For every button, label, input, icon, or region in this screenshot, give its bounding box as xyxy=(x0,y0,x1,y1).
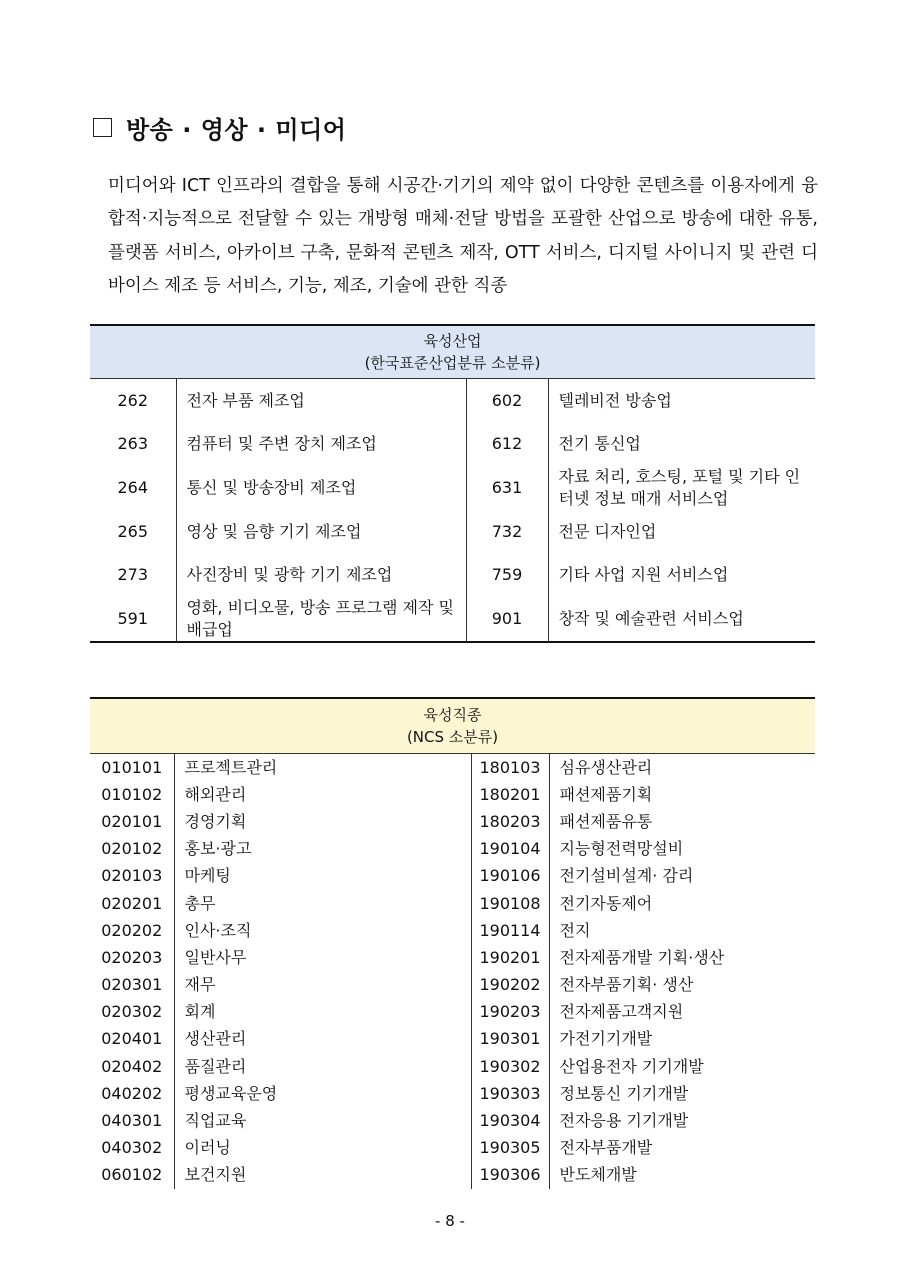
table-row xyxy=(90,1107,815,1134)
row-code: 180203 xyxy=(479,811,541,831)
row-name: 전자제품고객지원 xyxy=(549,999,815,1026)
row-code: 180201 xyxy=(479,784,541,804)
row-name: 경영기획 xyxy=(174,808,471,835)
row-name: 전기 통신업 xyxy=(548,423,815,467)
table-row xyxy=(90,597,815,642)
row-name: 보건지원 xyxy=(174,1162,471,1189)
row-code: 020302 xyxy=(101,1002,163,1022)
row-code: 020202 xyxy=(101,920,163,940)
row-code: 020203 xyxy=(101,947,163,967)
row-name: 전지 xyxy=(549,917,815,944)
row-code: 190114 xyxy=(479,920,541,940)
row-code: 180103 xyxy=(479,757,541,777)
row-code: 263 xyxy=(117,434,149,454)
row-name: 전문 디자인업 xyxy=(548,510,815,554)
row-code: 631 xyxy=(491,478,523,497)
row-code: 010101 xyxy=(101,757,163,777)
row-name: 총무 xyxy=(174,890,471,917)
table-row xyxy=(90,466,815,510)
row-code: 060102 xyxy=(101,1165,163,1185)
job-table-header: 육성직종 (NCS 소분류) xyxy=(90,698,815,754)
table-row xyxy=(90,510,815,554)
row-name: 통신 및 방송장비 제조업 xyxy=(176,466,466,510)
row-code: 602 xyxy=(491,390,523,410)
table-row xyxy=(90,1026,815,1053)
section-title: 방송 · 영상 · 미디어 xyxy=(126,116,347,144)
row-code: 020101 xyxy=(101,811,163,831)
row-name: 사진장비 및 광학 기기 제조업 xyxy=(176,554,466,598)
table-row xyxy=(90,1162,815,1189)
job-table xyxy=(90,697,815,1189)
row-code: 020401 xyxy=(101,1029,163,1049)
table-row xyxy=(90,890,815,917)
table-row xyxy=(90,423,815,467)
row-code: 010102 xyxy=(101,784,163,804)
row-name: 컴퓨터 및 주변 장치 제조업 xyxy=(176,423,466,467)
section-description: 미디어와 ICT 인프라의 결합을 통해 시공간·기기의 제약 없이 다양한 콘텐츠를 이용자에게 융합적·지능적으로 전달할 수 있는 개방형 매체·전달 방법을 포괄한 산업으로 방송에 대한 유통, 플랫폼 서비스, 아카이브 구축, 문화적 콘텐츠 제작, OTT 서비스, 디지털 사이니지 및 관련 디바이스 제조 등 서비스, 기능, 제조, 기술에 관한 직종 xyxy=(108,175,818,296)
row-name: 전기설비설계· 감리 xyxy=(549,863,815,890)
row-code: 901 xyxy=(491,609,523,628)
table-row xyxy=(90,781,815,808)
table-row xyxy=(90,379,815,423)
row-code: 612 xyxy=(491,434,523,454)
row-code: 190305 xyxy=(479,1138,541,1158)
row-name: 텔레비전 방송업 xyxy=(548,379,815,423)
row-code: 190306 xyxy=(479,1165,541,1185)
row-name: 전자 부품 제조업 xyxy=(176,379,466,423)
table-row xyxy=(90,972,815,999)
row-code: 190108 xyxy=(479,893,541,913)
row-code: 020102 xyxy=(101,839,163,859)
row-name: 프로젝트관리 xyxy=(174,754,471,782)
row-code: 040302 xyxy=(101,1138,163,1158)
row-name: 정보통신 기기개발 xyxy=(549,1080,815,1107)
row-name: 이러닝 xyxy=(174,1135,471,1162)
industry-table xyxy=(90,324,815,643)
row-code: 190202 xyxy=(479,975,541,995)
row-name: 지능형전력망설비 xyxy=(549,836,815,863)
row-name: 인사·조직 xyxy=(174,917,471,944)
row-name: 생산관리 xyxy=(174,1026,471,1053)
row-code: 591 xyxy=(117,609,149,628)
table-row xyxy=(90,999,815,1026)
row-name: 전자제품개발 기획·생산 xyxy=(549,944,815,971)
table-row xyxy=(90,808,815,835)
row-name: 패션제품기획 xyxy=(549,781,815,808)
row-name: 마케팅 xyxy=(174,863,471,890)
industry-table-header: 육성산업 (한국표준산업분류 소분류) xyxy=(90,325,815,379)
row-code: 759 xyxy=(491,565,523,585)
row-name: 영상 및 음향 기기 제조업 xyxy=(176,510,466,554)
row-name: 전자응용 기기개발 xyxy=(549,1107,815,1134)
row-name: 해외관리 xyxy=(174,781,471,808)
row-name: 전자부품기획· 생산 xyxy=(549,972,815,999)
row-name: 영화, 비디오물, 방송 프로그램 제작 및 배급업 xyxy=(176,597,466,642)
table-row xyxy=(90,1080,815,1107)
table-row xyxy=(90,863,815,890)
row-name: 패션제품유통 xyxy=(549,808,815,835)
row-name: 재무 xyxy=(174,972,471,999)
row-code: 265 xyxy=(117,521,149,541)
table-row xyxy=(90,754,815,782)
row-code: 020103 xyxy=(101,866,163,886)
row-code: 732 xyxy=(491,521,523,541)
row-name: 기타 사업 지원 서비스업 xyxy=(548,554,815,598)
row-name: 직업교육 xyxy=(174,1107,471,1134)
table-row xyxy=(90,1135,815,1162)
row-name: 반도체개발 xyxy=(549,1162,815,1189)
row-code: 190301 xyxy=(479,1029,541,1049)
page-number: - 8 - xyxy=(435,1212,465,1230)
table-row xyxy=(90,917,815,944)
row-code: 190104 xyxy=(479,839,541,859)
row-name: 창작 및 예술관련 서비스업 xyxy=(548,597,815,642)
table-row xyxy=(90,1053,815,1080)
row-name: 전자부품개발 xyxy=(549,1135,815,1162)
row-code: 190303 xyxy=(479,1083,541,1103)
row-name: 산업용전자 기기개발 xyxy=(549,1053,815,1080)
row-code: 040202 xyxy=(101,1083,163,1103)
row-code: 190106 xyxy=(479,866,541,886)
row-code: 190304 xyxy=(479,1111,541,1131)
row-code: 020402 xyxy=(101,1056,163,1076)
table-row xyxy=(90,944,815,971)
row-code: 190302 xyxy=(479,1056,541,1076)
section-heading xyxy=(93,110,346,145)
row-code: 190201 xyxy=(479,947,541,967)
row-code: 020201 xyxy=(101,893,163,913)
row-name: 전기자동제어 xyxy=(549,890,815,917)
row-code: 040301 xyxy=(101,1111,163,1131)
row-code: 190203 xyxy=(479,1002,541,1022)
row-name: 섬유생산관리 xyxy=(549,754,815,782)
row-code: 020301 xyxy=(101,975,163,995)
row-name: 가전기기개발 xyxy=(549,1026,815,1053)
row-code: 264 xyxy=(117,478,149,497)
row-code: 273 xyxy=(117,565,149,585)
square-bullet-icon xyxy=(93,118,112,137)
row-name: 품질관리 xyxy=(174,1053,471,1080)
row-code: 262 xyxy=(117,390,149,410)
row-name: 일반사무 xyxy=(174,944,471,971)
row-name: 회계 xyxy=(174,999,471,1026)
row-name: 평생교육운영 xyxy=(174,1080,471,1107)
table-row xyxy=(90,554,815,598)
table-row xyxy=(90,836,815,863)
row-name: 홍보·광고 xyxy=(174,836,471,863)
row-name: 자료 처리, 호스팅, 포털 및 기타 인터넷 정보 매개 서비스업 xyxy=(548,466,815,510)
